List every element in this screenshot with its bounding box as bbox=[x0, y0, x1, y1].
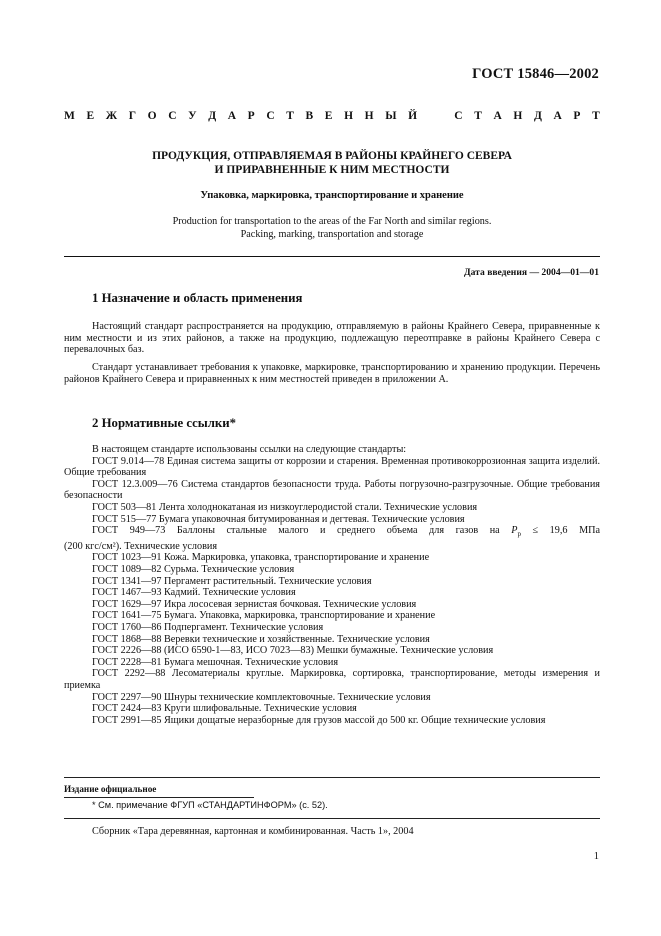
footnote-divider bbox=[64, 797, 254, 798]
english-title-line-1: Production for transportation to the areas of the Far North and similar regions. bbox=[172, 216, 492, 227]
ref-949-text-a: ГОСТ 949—73 Баллоны стальные малого и среднего объема для газов на bbox=[92, 525, 500, 537]
banner-word-gap bbox=[429, 110, 443, 122]
reference-item: ГОСТ 1023—91 Кожа. Маркировка, упаковка, транспортирование и хранение bbox=[92, 552, 430, 564]
ref-949-text-c: (200 кгс/см²). Технические условия bbox=[64, 540, 218, 552]
title-line-2: И ПРИРАВНЕННЫЕ К НИМ МЕСТНОСТИ bbox=[214, 164, 450, 176]
banner-letter: О bbox=[147, 110, 157, 122]
introduction-date: Дата введения — 2004—01—01 bbox=[464, 267, 599, 278]
banner-letter: У bbox=[188, 110, 197, 122]
banner-letter: Д bbox=[208, 110, 217, 122]
banner-letter: А bbox=[227, 110, 237, 122]
footnote: * См. примечание ФГУП «СТАНДАРТИНФОРМ» (с. 52). bbox=[92, 800, 328, 810]
banner-letter: Ы bbox=[385, 110, 397, 122]
banner-letter: Т bbox=[286, 110, 294, 122]
banner-letter: С bbox=[266, 110, 275, 122]
reference-item: ГОСТ 1629—97 Икра лососевая зернистая бочковая. Технические условия bbox=[92, 598, 417, 610]
reference-item: ГОСТ 515—77 Бумага упаковочная битумированная и дегтевая. Технические условия bbox=[92, 513, 465, 525]
section-1-paragraph-1: Настоящий стандарт распространяется на продукцию, отправляемую в районы Крайнего Севера, приравненные к ним местности и из этих районов, а также на продукцию, подлежащую переотправке в районы Крайнего Севера с перевалочных баз. bbox=[64, 321, 600, 356]
references-intro: В настоящем стандарте использованы ссылки на следующие стандарты: bbox=[92, 444, 407, 455]
reference-item: ГОСТ 1089—82 Сурьма. Технические условия bbox=[92, 563, 295, 575]
reference-item: ГОСТ 1641—75 Бумага. Упаковка, маркировка, транспортирование и хранение bbox=[92, 610, 436, 622]
reference-item: ГОСТ 2228—81 Бумага мешочная. Технические условия bbox=[92, 656, 339, 668]
english-title-line-2: Packing, marking, transportation and storage bbox=[240, 229, 424, 240]
reference-item: ГОСТ 9.014—78 Единая система защиты от коррозии и старения. Временная противокоррозионная защита изделий. Общие требования bbox=[64, 455, 600, 479]
collection-divider bbox=[64, 818, 600, 819]
official-edition-label: Издание официальное bbox=[64, 784, 157, 794]
reference-item: ГОСТ 1467—93 Кадмий. Технические условия bbox=[92, 587, 296, 599]
title-line-1: ПРОДУКЦИЯ, ОТПРАВЛЯЕМАЯ В РАЙОНЫ КРАЙНЕГО СЕВЕРА bbox=[152, 150, 512, 162]
ref-949-pressure-symbol: P bbox=[511, 525, 518, 537]
reference-item: ГОСТ 1868—88 Веревки технические и хозяйственные. Технические условия bbox=[92, 633, 430, 645]
banner-letter: Н bbox=[364, 110, 374, 122]
title-divider bbox=[64, 256, 600, 257]
footer-divider bbox=[64, 777, 600, 778]
banner-letter: Р bbox=[573, 110, 581, 122]
banner-letter: Н bbox=[513, 110, 523, 122]
ref-949-pressure-subscript: p bbox=[517, 530, 521, 539]
banner-letter: А bbox=[553, 110, 562, 122]
gost-number: ГОСТ 15846—2002 bbox=[472, 66, 599, 82]
document-title bbox=[64, 149, 600, 177]
reference-item: ГОСТ 1341—97 Пергамент растительный. Технические условия bbox=[92, 575, 372, 587]
banner-letter: Ж bbox=[105, 110, 118, 122]
reference-item: ГОСТ 2297—90 Шнуры технические комплектовочные. Технические условия bbox=[92, 691, 431, 703]
reference-item: ГОСТ 2226—88 (ИСО 6590-1—83, ИСО 7023—83) Мешки бумажные. Технические условия bbox=[92, 645, 494, 657]
section-2-heading: 2 Нормативные ссылки* bbox=[92, 416, 237, 430]
reference-item: ГОСТ 2991—85 Ящики дощатые неразборные для грузов массой до 500 кг. Общие технические условия bbox=[92, 714, 546, 726]
banner-letter: С bbox=[454, 110, 463, 122]
ref-949-text-b: ≤ 19,6 МПа bbox=[532, 525, 601, 537]
banner-letter: Т bbox=[592, 110, 600, 122]
banner-letter: А bbox=[493, 110, 502, 122]
banner-letter: Р bbox=[247, 110, 255, 122]
banner-letter: Е bbox=[324, 110, 333, 122]
reference-item: ГОСТ 2424—83 Круги шлифовальные. Технические условия bbox=[92, 703, 357, 715]
banner-letter: Д bbox=[533, 110, 542, 122]
english-title bbox=[64, 215, 600, 241]
banner-letter: Н bbox=[344, 110, 354, 122]
page-number: 1 bbox=[593, 851, 599, 862]
banner-letter: Т bbox=[474, 110, 482, 122]
banner-letter: Й bbox=[408, 110, 418, 122]
section-1-heading: 1 Назначение и область применения bbox=[92, 291, 303, 305]
banner-letter: Г bbox=[128, 110, 137, 122]
banner-letter: С bbox=[168, 110, 177, 122]
reference-item: ГОСТ 1760—86 Подпергамент. Технические условия bbox=[92, 621, 324, 633]
reference-item: ГОСТ 2292—88 Лесоматериалы круглые. Маркировка, сортировка, транспортирование, методы измерения и приемка bbox=[64, 668, 600, 691]
section-1-paragraph-2: Стандарт устанавливает требования к упаковке, маркировке, транспортированию и хранению продукции. Перечень районов Крайнего Севера и приравненных к ним местностей приведен в приложении А. bbox=[64, 362, 600, 385]
reference-item: ГОСТ 503—81 Лента холоднокатаная из низкоуглеродистой стали. Технические условия bbox=[92, 501, 478, 513]
reference-item-949 bbox=[64, 525, 600, 552]
interstate-standard-banner bbox=[64, 110, 600, 122]
banner-letter: Е bbox=[86, 110, 95, 122]
banner-letter: М bbox=[64, 110, 75, 122]
reference-item: ГОСТ 12.3.009—76 Система стандартов безопасности труда. Работы погрузочно-разгрузочные. Общие требования безопасности bbox=[64, 478, 600, 502]
banner-letter: В bbox=[305, 110, 314, 122]
document-subtitle: Упаковка, маркировка, транспортирование и хранение bbox=[200, 190, 464, 201]
references-list bbox=[64, 444, 600, 726]
collection-note: Сборник «Тара деревянная, картонная и комбинированная. Часть 1», 2004 bbox=[92, 826, 414, 837]
